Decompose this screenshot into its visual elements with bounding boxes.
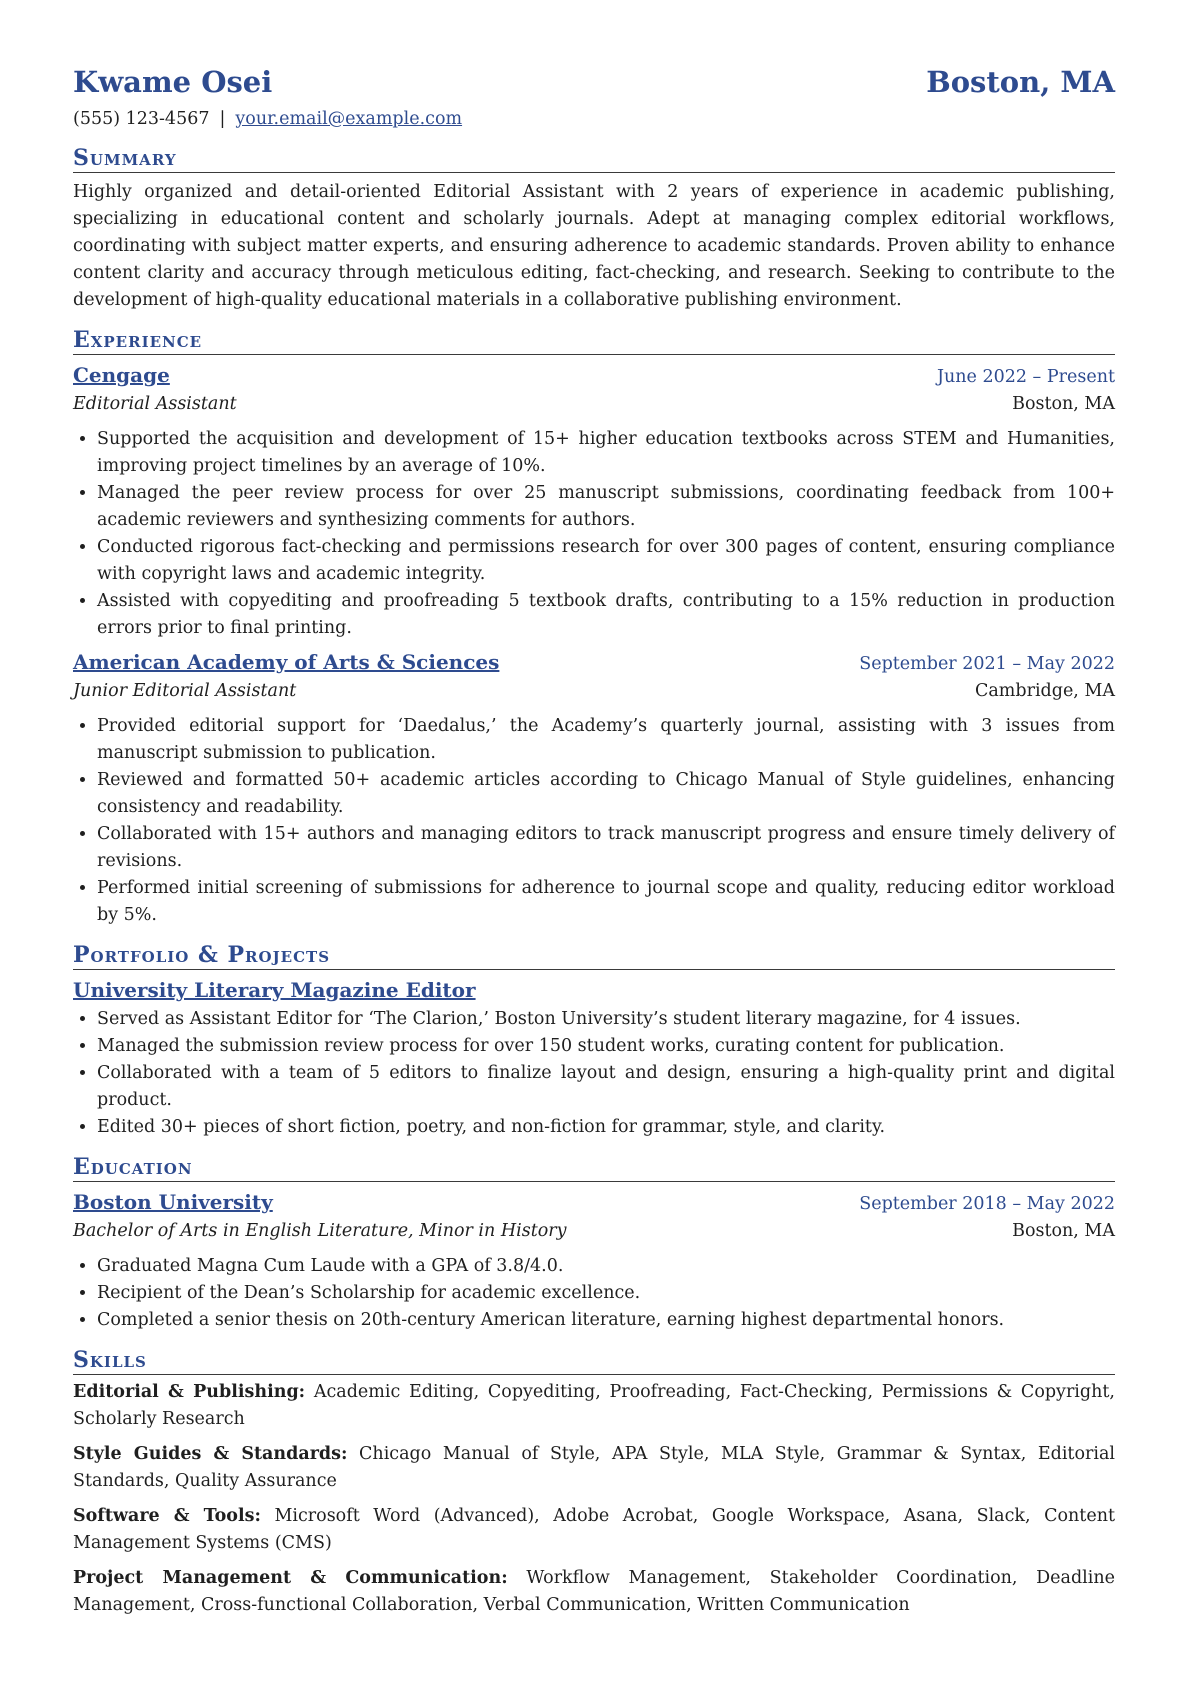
skill-group-items: Academic Editing, Copyediting, Proofreading, Fact-Checking, Permissions & Copyright, Scholarly Research xyxy=(73,1382,1115,1429)
skill-group xyxy=(73,1441,1115,1495)
job-location: Cambridge, MA xyxy=(974,681,1115,701)
degree: Bachelor of Arts in English Literature, Minor in History xyxy=(73,1221,567,1241)
section-title-summary: Summary xyxy=(73,144,1115,173)
employer-link[interactable]: American Academy of Arts & Sciences xyxy=(73,650,500,674)
skill-group xyxy=(73,1379,1115,1433)
skill-group-label: Editorial & Publishing: xyxy=(73,1382,306,1402)
skills-list xyxy=(73,1379,1115,1619)
project-link[interactable]: University Literary Magazine Editor xyxy=(73,978,476,1002)
skill-group xyxy=(73,1503,1115,1557)
section-title-experience: Experience xyxy=(73,326,1115,355)
employer-link[interactable]: Cengage xyxy=(73,363,170,387)
bullet-item: • Collaborated with 15+ authors and managing editors to track manuscript progress and ensure timely delivery of revisions. xyxy=(97,821,1115,875)
section-title-education: Education xyxy=(73,1153,1115,1182)
bullet-list xyxy=(73,1006,1115,1141)
email-link[interactable]: your.email@example.com xyxy=(235,109,463,129)
bullet-item: • Served as Assistant Editor for ‘The Clarion,’ Boston University’s student literary magazine, for 4 issues. xyxy=(97,1006,1115,1033)
school-link[interactable]: Boston University xyxy=(73,1190,273,1214)
resume-header xyxy=(73,60,1115,104)
experience-entry xyxy=(73,648,1115,929)
job-title: Junior Editorial Assistant xyxy=(73,681,297,701)
project-entry xyxy=(73,976,1115,1141)
bullet-item: • Recipient of the Dean’s Scholarship for academic excellence. xyxy=(97,1280,1115,1307)
bullet-list xyxy=(73,426,1115,642)
bullet-item: • Performed initial screening of submissions for adherence to journal scope and quality, reducing editor workload by 5%. xyxy=(97,875,1115,929)
bullet-item: • Conducted rigorous fact-checking and permissions research for over 300 pages of content, ensuring compliance with copyright laws and academic integrity. xyxy=(97,534,1115,588)
bullet-item: • Completed a senior thesis on 20th-century American literature, earning highest departmental honors. xyxy=(97,1307,1115,1334)
contact-separator: | xyxy=(219,109,226,129)
bullet-item: • Graduated Magna Cum Laude with a GPA of 3.8/4.0. xyxy=(97,1253,1115,1280)
contact-line xyxy=(73,106,1115,132)
bullet-item: • Assisted with copyediting and proofreading 5 textbook drafts, contributing to a 15% reduction in production errors prior to final printing. xyxy=(97,588,1115,642)
job-location: Boston, MA xyxy=(1012,394,1115,414)
bullet-item: • Managed the submission review process for over 150 student works, curating content for publication. xyxy=(97,1033,1115,1060)
skill-group-items: Workflow Management, Stakeholder Coordination, Deadline Management, Cross-functional Collaboration, Verbal Communication, Written Communication xyxy=(73,1568,1115,1615)
skill-group xyxy=(73,1565,1115,1619)
skill-group-label: Project Management & Communication: xyxy=(73,1568,508,1588)
bullet-item: • Supported the acquisition and development of 15+ higher education textbooks across STEM and Humanities, improving project timelines by an average of 10%. xyxy=(97,426,1115,480)
skill-group-label: Style Guides & Standards: xyxy=(73,1444,348,1464)
candidate-name: Kwame Osei xyxy=(73,65,273,99)
skill-group-items: Chicago Manual of Style, APA Style, MLA Style, Grammar & Syntax, Editorial Standards, Quality Assurance xyxy=(73,1444,1115,1491)
phone-number: (555) 123-4567 xyxy=(73,109,210,129)
section-title-skills: Skills xyxy=(73,1346,1115,1375)
job-title: Editorial Assistant xyxy=(73,394,237,414)
skill-group-label: Software & Tools: xyxy=(73,1506,261,1526)
employment-dates: September 2021 – May 2022 xyxy=(859,654,1115,674)
bullet-item: • Managed the peer review process for over 25 manuscript submissions, coordinating feedback from 100+ academic reviewers and synthesizing comments for authors. xyxy=(97,480,1115,534)
bullet-list xyxy=(73,1253,1115,1334)
bullet-item: • Collaborated with a team of 5 editors to finalize layout and design, ensuring a high-quality print and digital product. xyxy=(97,1060,1115,1114)
bullet-item: • Provided editorial support for ‘Daedalus,’ the Academy’s quarterly journal, assisting with 3 issues from manuscript submission to publication. xyxy=(97,713,1115,767)
section-title-projects: Portfolio & Projects xyxy=(73,941,1115,970)
education-entry xyxy=(73,1188,1115,1334)
bullet-item: • Edited 30+ pieces of short fiction, poetry, and non-fiction for grammar, style, and clarity. xyxy=(97,1114,1115,1141)
summary-text: Highly organized and detail-oriented Editorial Assistant with 2 years of experience in academic publishing, specializing in educational content and scholarly journals. Adept at managing complex editorial workflows, coordinating with subject matter experts, and ensuring adherence to academic standards. Proven ability to enhance content clarity and accuracy through meticulous editing, fact-checking, and research. Seeking to contribute to the development of high-quality educational materials in a collaborative publishing environment. xyxy=(73,182,1115,310)
experience-entry xyxy=(73,361,1115,642)
bullet-list xyxy=(73,713,1115,929)
candidate-location: Boston, MA xyxy=(926,65,1115,99)
employment-dates: June 2022 – Present xyxy=(936,367,1115,387)
bullet-item: • Reviewed and formatted 50+ academic articles according to Chicago Manual of Style guidelines, enhancing consistency and readability. xyxy=(97,767,1115,821)
school-location: Boston, MA xyxy=(1012,1221,1115,1241)
skill-group-items: Microsoft Word (Advanced), Adobe Acrobat, Google Workspace, Asana, Slack, Content Management Systems (CMS) xyxy=(73,1506,1115,1553)
education-dates: September 2018 – May 2022 xyxy=(859,1194,1115,1214)
